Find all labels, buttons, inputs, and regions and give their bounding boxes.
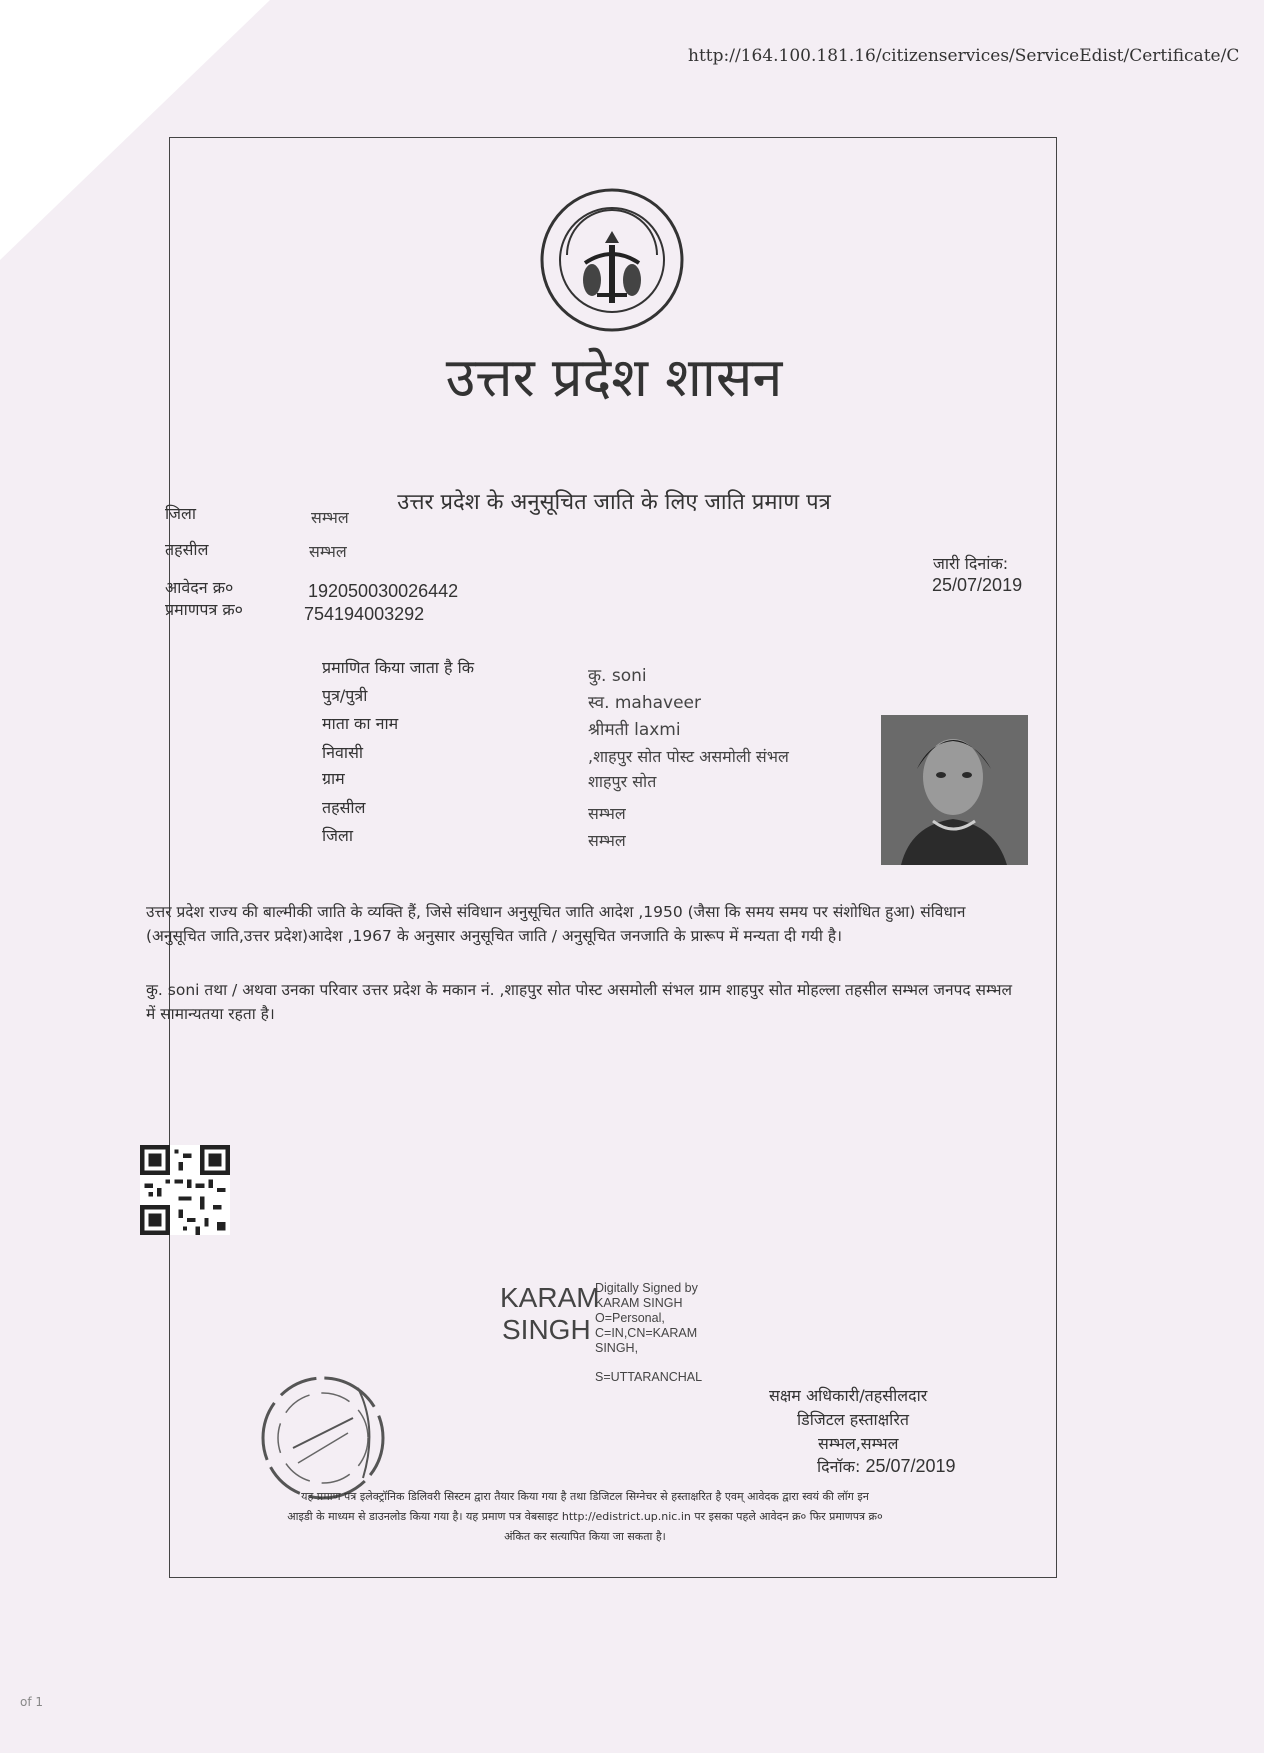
footer-line: अंकित कर सत्यापित किया जा सकता है। <box>504 1530 666 1543</box>
certificate-number: 754194003292 <box>304 604 425 624</box>
signature-detail-line: KARAM SINGH <box>595 1296 683 1310</box>
detail-label: जिला <box>322 826 354 845</box>
certificate-frame <box>146 137 1057 1578</box>
signer-name-line1: KARAM <box>500 1282 600 1313</box>
detail-label: पुत्र/पुत्री <box>322 686 368 705</box>
tehsil-value: सम्भल <box>309 542 347 561</box>
certificate-subtitle: उत्तर प्रदेश के अनुसूचित जाति के लिए जाति प्रमाण पत्र <box>397 490 831 515</box>
officer-date-row <box>817 1455 956 1477</box>
officer-designation: सक्षम अधिकारी/तहसीलदार <box>769 1386 928 1405</box>
application-number: 192050030026442 <box>308 581 459 601</box>
page-number: of 1 <box>20 1695 44 1709</box>
signature-detail-line: O=Personal, <box>595 1311 665 1325</box>
qr-code-icon <box>140 1145 230 1235</box>
detail-value: स्व. mahaveer <box>588 693 702 713</box>
issue-date: 25/07/2019 <box>932 575 1023 595</box>
detail-value: सम्भल <box>588 804 626 823</box>
caste-statement-paragraph: उत्तर प्रदेश राज्य की बाल्मीकी जाति के व्यक्ति हैं, जिसे संविधान अनुसूचित जाति आदेश ,1950 (जैसा कि समय समय पर संशोधित हुआ) संविधान (अनुसूचित जाति,उत्तर प्रदेश)आदेश ,1967 के अनुसार अनुसूचित जाति / अनुसूचित जनजाति के प्रारूप में मन्यता दी गयी है। <box>146 903 966 945</box>
tehsil-label: तहसील <box>165 540 209 559</box>
detail-value: शाहपुर सोत <box>588 772 657 791</box>
signer-name-line2: SINGH <box>502 1314 591 1345</box>
signature-detail-line: C=IN,CN=KARAM <box>595 1326 698 1340</box>
detail-value: श्रीमती laxmi <box>588 720 681 740</box>
officer-date: 25/07/2019 <box>865 1456 956 1476</box>
detail-label: निवासी <box>322 743 364 762</box>
detail-label: माता का नाम <box>322 714 399 733</box>
detail-label: तहसील <box>322 798 366 817</box>
page-url: http://164.100.181.16/citizenservices/ServiceEdist/Certificate/C <box>688 46 1240 66</box>
detail-value: कु. soni <box>588 666 647 686</box>
officer-location: सम्भल,सम्भल <box>818 1434 899 1453</box>
verification-footer <box>150 1487 1020 1547</box>
detail-label: प्रमाणित किया जाता है कि <box>322 658 475 677</box>
up-government-emblem-icon <box>537 185 687 335</box>
district-label: जिला <box>165 504 197 523</box>
certificate-number-label: प्रमाणपत्र क्र० <box>165 600 243 619</box>
footer-line: आइडी के माध्यम से डाउनलोड किया गया है। यह प्रमाण पत्र वेबसाइट http://edistrict.up.nic.in पर इसका पहले आवेदन क्र० फिर प्रमाणपत्र क्र० <box>287 1510 883 1523</box>
signature-details <box>595 1281 735 1385</box>
officer-digital-signed: डिजिटल हस्ताक्षरित <box>797 1410 909 1429</box>
signature-state: S=UTTARANCHAL <box>595 1370 703 1384</box>
footer-line: यह प्रमाण पत्र इलेक्ट्रॉनिक डिलिवरी सिस्टम द्वारा तैयार किया गया है तथा डिजिटल सिग्नेचर से हस्ताक्षरित है एवम् आवेदक द्वारा स्वयं की लॉग इन <box>301 1490 869 1503</box>
application-label: आवेदन क्र० <box>165 578 234 597</box>
certificate-title: उत्तर प्रदेश शासन <box>445 346 783 409</box>
applicant-photo <box>881 715 1028 865</box>
signature-detail-line: Digitally Signed by <box>595 1281 698 1295</box>
detail-value: सम्भल <box>588 831 626 850</box>
issue-date-label: जारी दिनांक: <box>933 554 1009 573</box>
detail-label: ग्राम <box>322 769 345 788</box>
officer-date-label: दिनॉक: <box>817 1457 861 1476</box>
residence-statement-paragraph: कु. soni तथा / अथवा उनका परिवार उत्तर प्रदेश के मकान नं. ,शाहपुर सोत पोस्ट असमोली संभल ग्राम शाहपुर सोत मोहल्ला तहसील सम्भल जनपद सम्भल में सामान्यतया रहता है। <box>146 981 1013 1023</box>
district-value: सम्भल <box>311 508 349 527</box>
detail-value: ,शाहपुर सोत पोस्ट असमोली संभल <box>588 747 789 766</box>
signature-detail-line: SINGH, <box>595 1341 639 1355</box>
